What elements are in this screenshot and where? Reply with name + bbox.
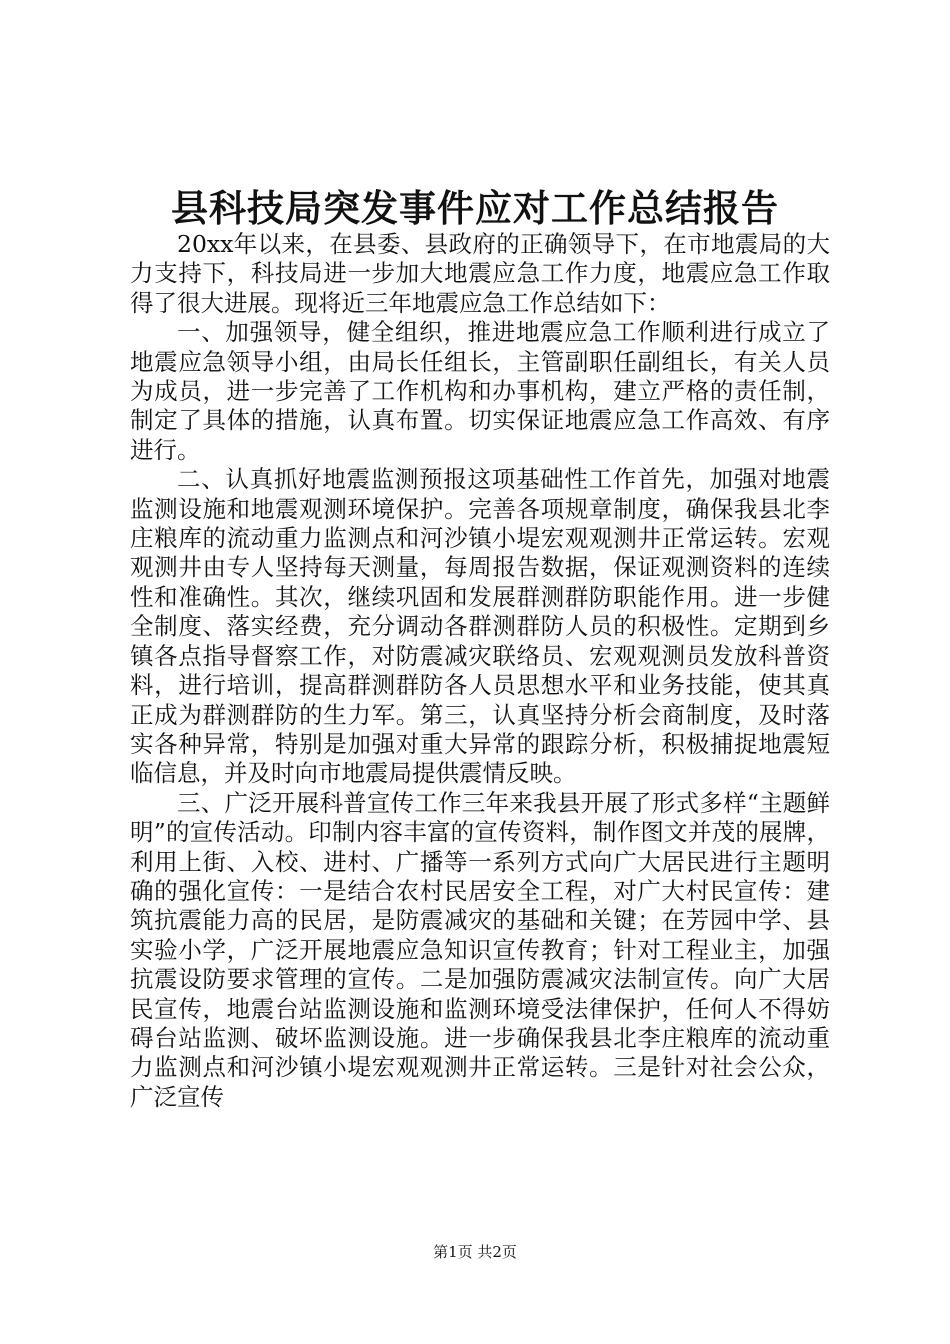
- paragraph-section-2: 二、认真抓好地震监测预报这项基础性工作首先，加强对地震监测设施和地震观测环境保护。完善各项规章制度，确保我县北李庄粮库的流动重力监测点和河沙镇小堤宏观观测井正常运转。宏观观测井由专人坚持每天测量，每周报告数据，保证观测资料的连续性和准确性。其次，继续巩固和发展群测群防职能作用。进一步健全制度、落实经费，充分调动各群测群防人员的积极性。定期到乡镇各点指导督察工作，对防震减灾联络员、宏观观测员发放科普资料，进行培训，提高群测群防各人员思想水平和业务技能，使其真正成为群测群防的生力军。第三，认真坚持分析会商制度，及时落实各种异常，特别是加强对重大异常的跟踪分析，积极捕捉地震短临信息，并及时向市地震局提供震情反映。: [130, 465, 830, 788]
- document-title: 县科技局突发事件应对工作总结报告: [171, 187, 779, 230]
- paragraph-section-1: 一、加强领导，健全组织，推进地震应急工作顺利进行成立了地震应急领导小组，由局长任组长，主管副职任副组长，有关人员为成员，进一步完善了工作机构和办事机构，建立严格的责任制，制定了具体的措施，认真布置。切实保证地震应急工作高效、有序进行。: [130, 318, 830, 464]
- paragraph-intro: 20xx年以来，在县委、县政府的正确领导下，在市地震局的大力支持下，科技局进一步加大地震应急工作力度，地震应急工作取得了很大进展。现将近三年地震应急工作总结如下：: [130, 230, 830, 317]
- document-body: [130, 230, 830, 1112]
- page-number: 第1页 共2页: [433, 1243, 517, 1261]
- paragraph-section-3: 三、广泛开展科普宣传工作三年来我县开展了形式多样“主题鲜明”的宣传活动。印制内容丰富的宣传资料，制作图文并茂的展牌，利用上街、入校、进村、广播等一系列方式向广大居民进行主题明确的强化宣传：一是结合农村民居安全工程，对广大村民宣传：建筑抗震能力高的民居，是防震减灾的基础和关键；在芳园中学、县实验小学，广泛开展地震应急知识宣传教育；针对工程业主，加强抗震设防要求管理的宣传。二是加强防震减灾法制宣传。向广大居民宣传，地震台站监测设施和监测环境受法律保护，任何人不得妨碍台站监测、破坏监测设施。进一步确保我县北李庄粮库的流动重力监测点和河沙镇小堤宏观观测井正常运转。三是针对社会公众，广泛宣传: [130, 788, 830, 1111]
